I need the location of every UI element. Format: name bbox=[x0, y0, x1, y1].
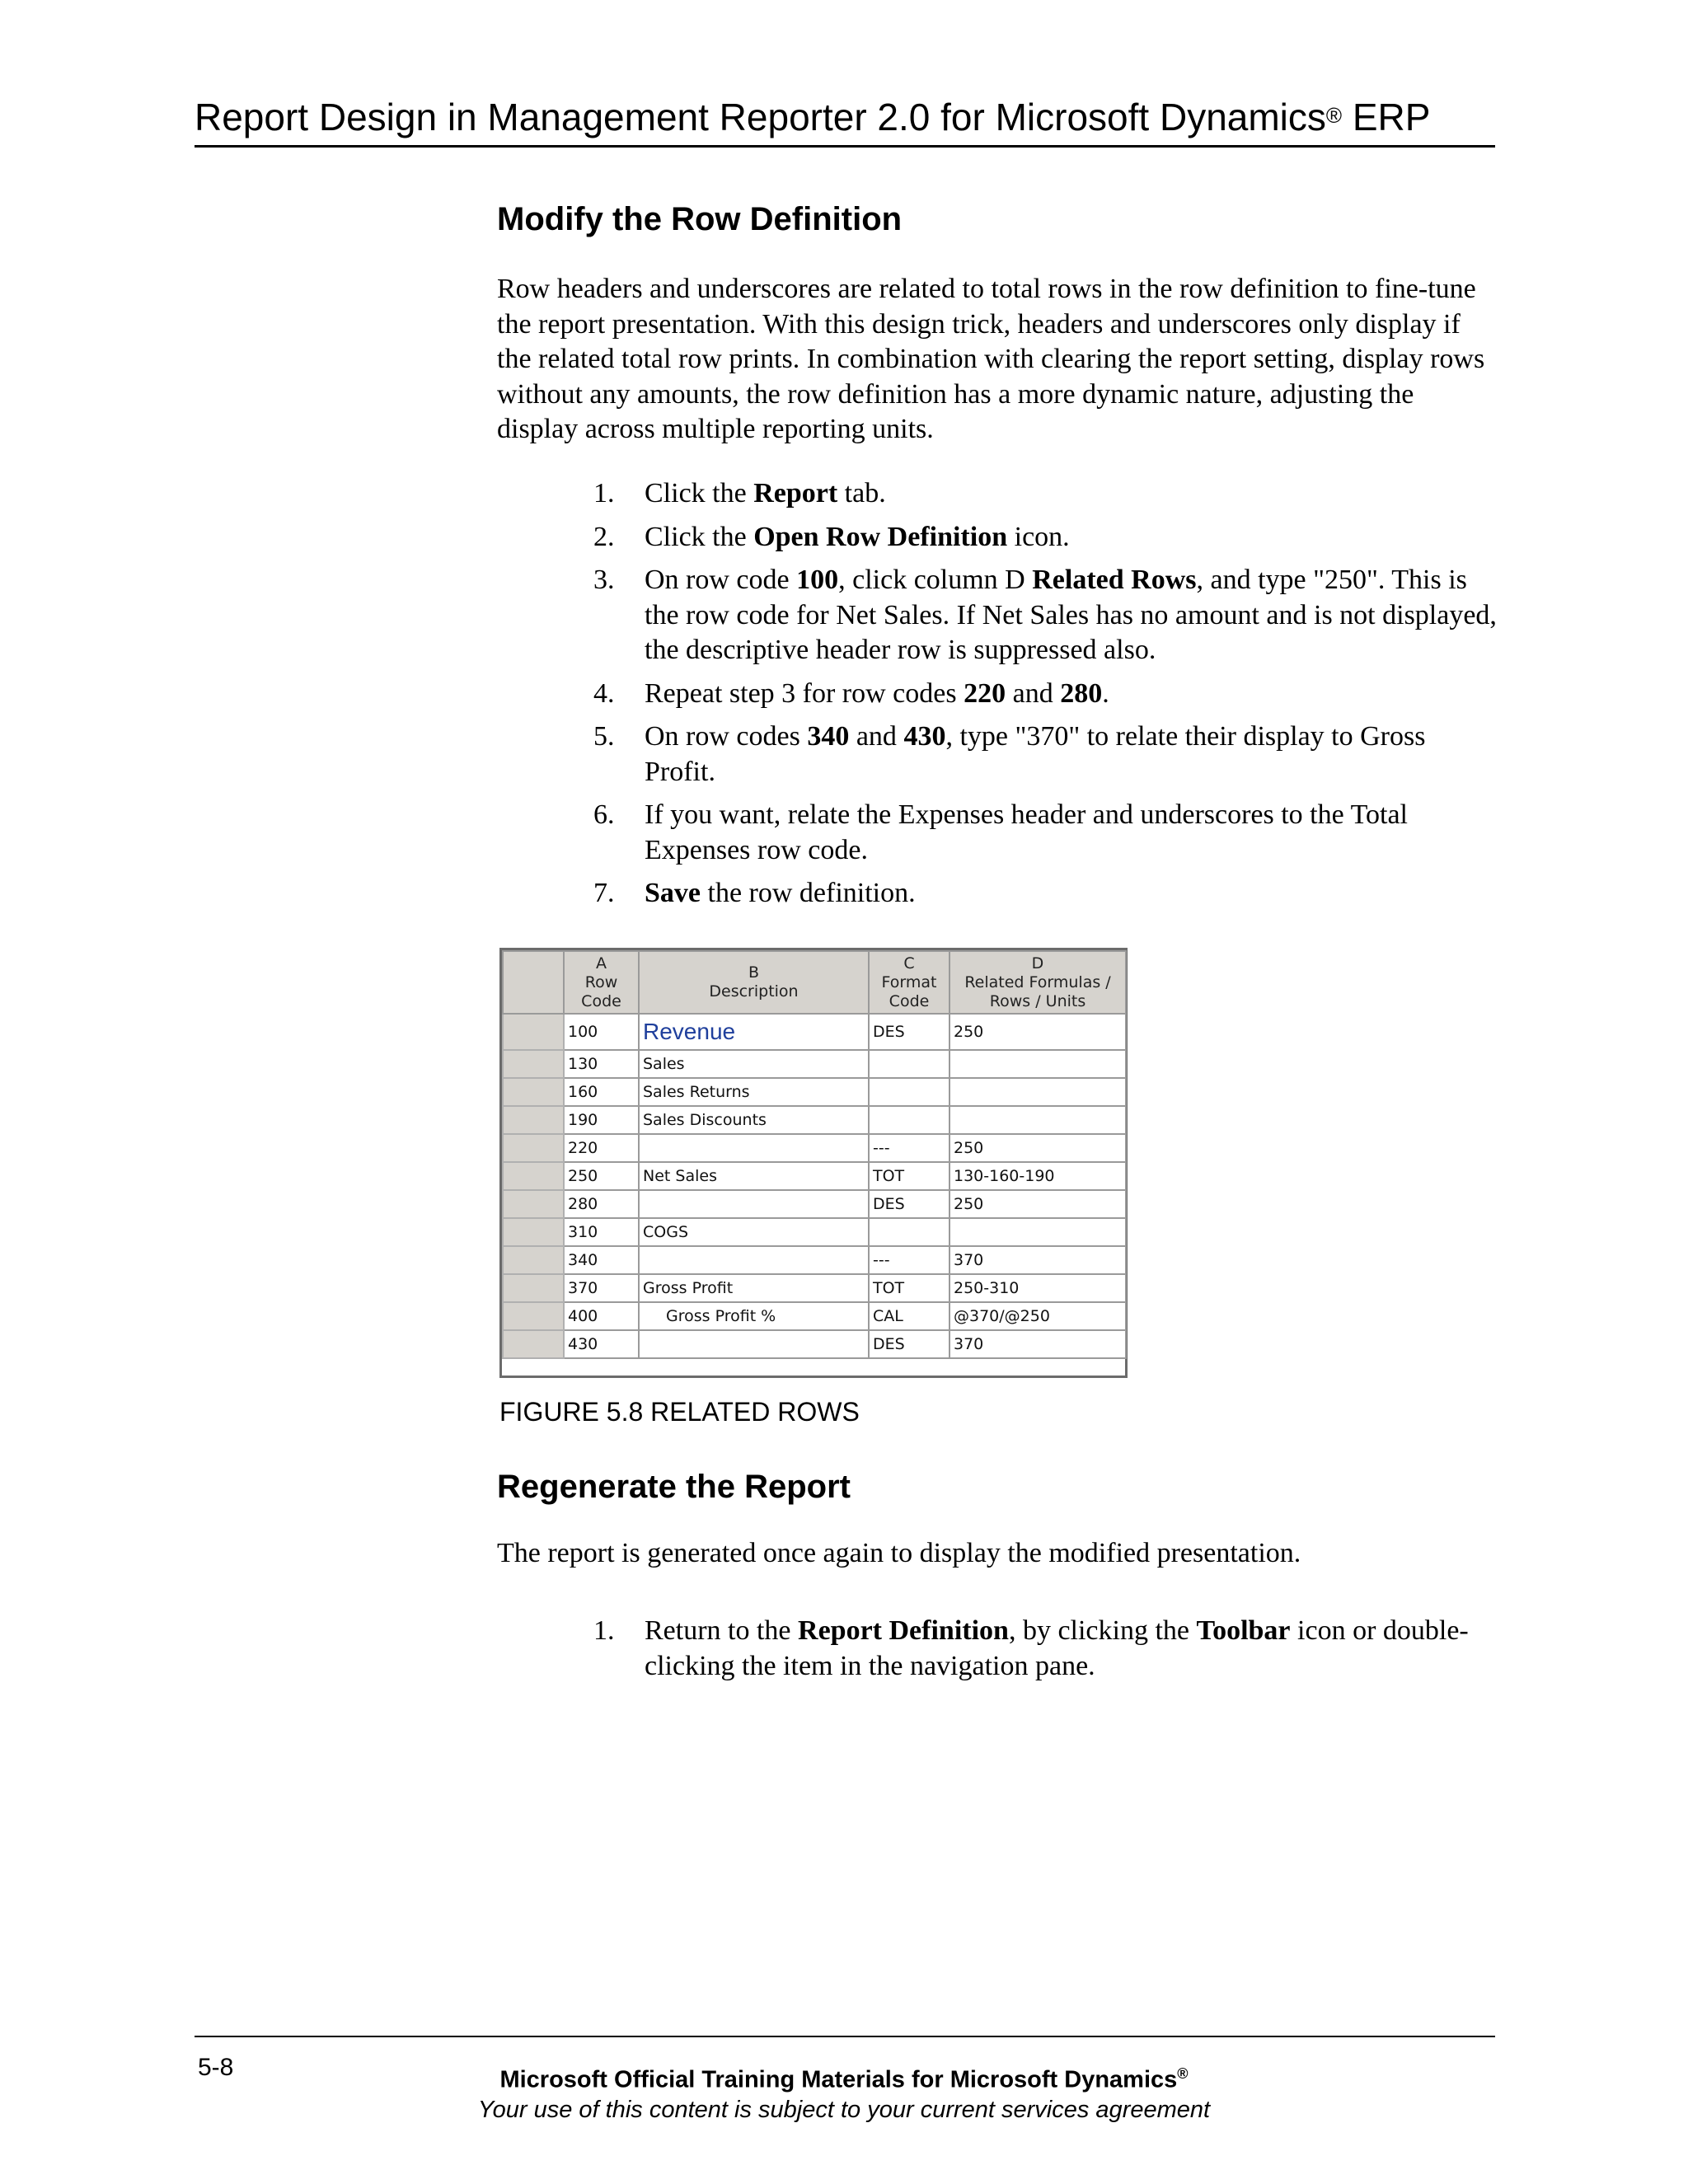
step-text: Click the bbox=[645, 478, 754, 509]
footer-line1 bbox=[0, 2059, 1688, 2095]
column-header-c[interactable] bbox=[869, 951, 950, 1014]
step-bold: Report Definition bbox=[798, 1615, 1009, 1646]
step-text: , click column D bbox=[838, 565, 1033, 595]
step-text: On row codes bbox=[645, 721, 808, 752]
format-code-cell[interactable] bbox=[869, 1218, 950, 1246]
grid-body bbox=[503, 1014, 1126, 1358]
step-item bbox=[593, 1614, 1500, 1684]
format-code-cell[interactable]: DES bbox=[869, 1014, 950, 1050]
step-text: . bbox=[1102, 677, 1109, 709]
related-rows-cell[interactable] bbox=[950, 1218, 1126, 1246]
step-number: 1. bbox=[593, 478, 615, 509]
row-selector[interactable] bbox=[503, 1218, 564, 1246]
step-number: 2. bbox=[593, 521, 615, 552]
table-row[interactable] bbox=[503, 1106, 1126, 1134]
row-code-cell[interactable]: 190 bbox=[564, 1106, 639, 1134]
description-cell[interactable]: Sales Discounts bbox=[639, 1106, 869, 1134]
step-bold: 100 bbox=[796, 565, 839, 595]
step-item bbox=[593, 677, 1500, 712]
footer-line1-text: Microsoft Official Training Materials for Microsoft Dynamics bbox=[499, 2066, 1178, 2093]
format-code-cell[interactable]: DES bbox=[869, 1330, 950, 1358]
format-code-cell[interactable] bbox=[869, 1078, 950, 1106]
row-selector[interactable] bbox=[503, 1162, 564, 1190]
step-bold: Report bbox=[753, 478, 838, 509]
steps-list bbox=[593, 1614, 1500, 1692]
section-paragraph: Row headers and underscores are related to total rows in the row definition to fine-tune the report presentation. With this design trick, headers and underscores only display if the related total row prints. In combination with clearing the report setting, display rows without any amounts, the row definition has a more dynamic nature, adjusting the display across multiple reporting units. bbox=[497, 274, 1485, 444]
step-text: the row definition. bbox=[701, 878, 916, 908]
description-cell[interactable] bbox=[639, 1190, 869, 1218]
header-title-text: Report Design in Management Reporter 2.0 for Microsoft Dynamics bbox=[195, 96, 1326, 138]
step-text: and bbox=[849, 721, 904, 752]
footer-rule bbox=[195, 2036, 1495, 2037]
description-cell[interactable]: Net Sales bbox=[639, 1162, 869, 1190]
row-code-cell[interactable]: 370 bbox=[564, 1274, 639, 1302]
step-bold: 280 bbox=[1060, 677, 1103, 709]
page-number: 5-8 bbox=[198, 2054, 234, 2081]
step-number: 6. bbox=[593, 799, 615, 830]
step-item bbox=[593, 719, 1500, 790]
step-item bbox=[593, 876, 1500, 912]
section1-body bbox=[497, 272, 1486, 448]
step-bold: 430 bbox=[903, 721, 946, 752]
grid-header-row bbox=[503, 951, 1126, 1014]
column-letter: B bbox=[748, 963, 760, 982]
header-title-suffix: ERP bbox=[1342, 96, 1431, 138]
row-selector[interactable] bbox=[503, 1134, 564, 1162]
description-cell[interactable] bbox=[639, 1246, 869, 1274]
step-text: icon or double-clicking the item in the navigation pane. bbox=[645, 1615, 1469, 1681]
step-number: 5. bbox=[593, 721, 615, 752]
step-text: Repeat step 3 for row codes bbox=[645, 677, 964, 709]
registered-mark: ® bbox=[1177, 2065, 1189, 2082]
column-header-a[interactable] bbox=[564, 951, 639, 1014]
column-letter: A bbox=[596, 954, 607, 972]
column-label: Format Code bbox=[881, 972, 937, 1010]
footer-line2: Your use of this content is subject to your current services agreement bbox=[477, 2096, 1211, 2123]
table-row[interactable] bbox=[503, 1050, 1126, 1078]
step-item bbox=[593, 476, 1500, 512]
row-code-cell[interactable]: 310 bbox=[564, 1218, 639, 1246]
related-rows-cell[interactable] bbox=[950, 1050, 1126, 1078]
row-selector[interactable] bbox=[503, 1274, 564, 1302]
section-modify-row-definition bbox=[497, 198, 1486, 241]
step-bold: Open Row Definition bbox=[753, 521, 1008, 552]
description-cell[interactable]: Gross Profit bbox=[639, 1274, 869, 1302]
step-item bbox=[593, 520, 1500, 555]
description-cell[interactable]: Gross Profit % bbox=[639, 1302, 869, 1330]
column-letter: C bbox=[903, 954, 915, 972]
step-number: 4. bbox=[593, 677, 615, 709]
step-text: Return to the bbox=[645, 1615, 799, 1646]
description-cell[interactable] bbox=[639, 1134, 869, 1162]
row-definition-table bbox=[502, 950, 1127, 1359]
step-bold: 220 bbox=[964, 677, 1006, 709]
figure-caption: FIGURE 5.8 RELATED ROWS bbox=[499, 1397, 860, 1427]
format-code-cell[interactable]: CAL bbox=[869, 1302, 950, 1330]
related-rows-cell[interactable]: 370 bbox=[950, 1246, 1126, 1274]
format-code-cell[interactable] bbox=[869, 1050, 950, 1078]
format-code-cell[interactable]: DES bbox=[869, 1190, 950, 1218]
row-selector[interactable] bbox=[503, 1190, 564, 1218]
registered-mark: ® bbox=[1325, 103, 1343, 128]
section-paragraph: The report is generated once again to display the modified presentation. bbox=[497, 1538, 1301, 1568]
section-regenerate-report bbox=[497, 1465, 1486, 1508]
column-label: Related Formulas / Rows / Units bbox=[964, 972, 1111, 1010]
related-rows-cell[interactable]: 250 bbox=[950, 1134, 1126, 1162]
related-rows-cell[interactable] bbox=[950, 1078, 1126, 1106]
description-cell[interactable]: Revenue bbox=[639, 1014, 869, 1050]
format-code-cell[interactable]: --- bbox=[869, 1134, 950, 1162]
step-bold: Related Rows bbox=[1032, 565, 1197, 595]
related-rows-cell[interactable]: 250 bbox=[950, 1014, 1126, 1050]
format-code-cell[interactable]: --- bbox=[869, 1246, 950, 1274]
step-text: If you want, relate the Expenses header and underscores to the Total Expenses row code. bbox=[645, 799, 1408, 865]
section2-body bbox=[497, 1536, 1486, 1572]
step-bold: 340 bbox=[807, 721, 850, 752]
related-rows-cell[interactable]: 250-310 bbox=[950, 1274, 1126, 1302]
related-rows-cell[interactable] bbox=[950, 1106, 1126, 1134]
row-code-cell[interactable]: 130 bbox=[564, 1050, 639, 1078]
row-code-cell[interactable]: 400 bbox=[564, 1302, 639, 1330]
row-selector[interactable] bbox=[503, 1014, 564, 1050]
format-code-cell[interactable] bbox=[869, 1106, 950, 1134]
step-number: 7. bbox=[593, 878, 615, 908]
row-selector[interactable] bbox=[503, 1050, 564, 1078]
column-letter: D bbox=[1031, 954, 1044, 972]
step-number: 3. bbox=[593, 565, 615, 595]
table-row[interactable] bbox=[503, 1330, 1126, 1358]
grid-corner-cell[interactable] bbox=[503, 951, 564, 1014]
row-code-cell[interactable]: 100 bbox=[564, 1014, 639, 1050]
steps-list bbox=[593, 476, 1500, 920]
column-label: Description bbox=[709, 982, 799, 1001]
step-item bbox=[593, 798, 1500, 868]
step-text: and bbox=[1006, 677, 1061, 709]
footer bbox=[0, 2059, 1688, 2125]
column-label: Row Code bbox=[581, 972, 621, 1010]
related-rows-cell[interactable]: 370 bbox=[950, 1330, 1126, 1358]
table-row[interactable] bbox=[503, 1246, 1126, 1274]
related-rows-cell[interactable]: 130-160-190 bbox=[950, 1162, 1126, 1190]
column-header-b[interactable] bbox=[639, 951, 869, 1014]
column-header-d[interactable] bbox=[950, 951, 1126, 1014]
step-text: tab. bbox=[837, 478, 886, 509]
row-definition-grid bbox=[499, 948, 1128, 1378]
description-cell[interactable]: COGS bbox=[639, 1218, 869, 1246]
section-heading: Regenerate the Report bbox=[497, 1469, 851, 1505]
step-text: , type "370" to relate their display to Gross Profit. bbox=[645, 721, 1426, 787]
row-code-cell[interactable]: 160 bbox=[564, 1078, 639, 1106]
step-item bbox=[593, 563, 1500, 668]
table-row[interactable] bbox=[503, 1134, 1126, 1162]
format-code-cell[interactable]: TOT bbox=[869, 1162, 950, 1190]
step-text: icon. bbox=[1007, 521, 1070, 552]
row-selector[interactable] bbox=[503, 1302, 564, 1330]
table-row[interactable] bbox=[503, 1274, 1126, 1302]
related-rows-cell[interactable]: @370/@250 bbox=[950, 1302, 1126, 1330]
step-bold: Toolbar bbox=[1196, 1615, 1291, 1646]
table-row[interactable] bbox=[503, 1162, 1126, 1190]
table-row[interactable] bbox=[503, 1078, 1126, 1106]
format-code-cell[interactable]: TOT bbox=[869, 1274, 950, 1302]
page-header bbox=[195, 92, 1495, 148]
row-code-cell[interactable]: 220 bbox=[564, 1134, 639, 1162]
row-code-cell[interactable]: 280 bbox=[564, 1190, 639, 1218]
step-text: Click the bbox=[645, 521, 754, 552]
row-code-cell[interactable]: 250 bbox=[564, 1162, 639, 1190]
related-rows-cell[interactable]: 250 bbox=[950, 1190, 1126, 1218]
step-text: , by clicking the bbox=[1008, 1615, 1197, 1646]
row-selector[interactable] bbox=[503, 1330, 564, 1358]
step-text: On row code bbox=[645, 565, 797, 595]
row-code-cell[interactable]: 430 bbox=[564, 1330, 639, 1358]
row-selector[interactable] bbox=[503, 1078, 564, 1106]
row-code-cell[interactable]: 340 bbox=[564, 1246, 639, 1274]
step-number: 1. bbox=[593, 1615, 615, 1646]
table-row[interactable] bbox=[503, 1218, 1126, 1246]
step-bold: Save bbox=[645, 878, 701, 908]
row-selector[interactable] bbox=[503, 1246, 564, 1274]
table-row[interactable] bbox=[503, 1190, 1126, 1218]
section-heading: Modify the Row Definition bbox=[497, 201, 903, 237]
table-row[interactable] bbox=[503, 1302, 1126, 1330]
step-text: , and type "250". This is the row code for Net Sales. If Net Sales has no amount and is not displayed, the descriptive header row is suppressed also. bbox=[645, 565, 1497, 665]
header-title bbox=[195, 96, 1430, 138]
table-row[interactable] bbox=[503, 1014, 1126, 1050]
description-cell[interactable]: Sales bbox=[639, 1050, 869, 1078]
description-cell[interactable] bbox=[639, 1330, 869, 1358]
description-cell[interactable]: Sales Returns bbox=[639, 1078, 869, 1106]
row-selector[interactable] bbox=[503, 1106, 564, 1134]
